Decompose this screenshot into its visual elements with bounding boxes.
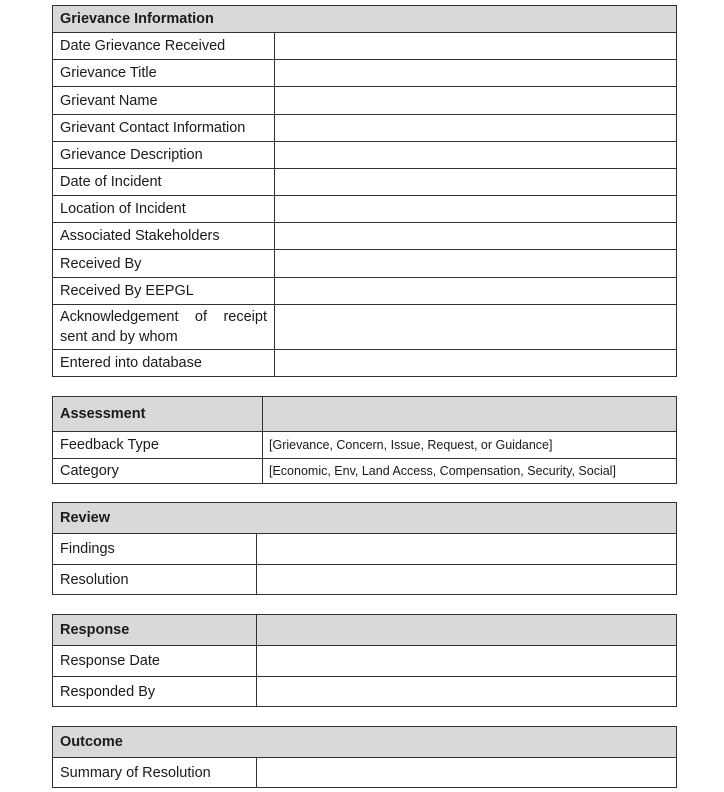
outcome-header-row bbox=[53, 727, 677, 758]
table-row bbox=[53, 350, 677, 377]
assessment-header-blank bbox=[263, 397, 677, 432]
row-label: Responded By bbox=[53, 677, 257, 707]
table-row bbox=[53, 33, 677, 60]
grievant-name-field[interactable] bbox=[275, 87, 677, 115]
grievant-contact-field[interactable] bbox=[275, 115, 677, 142]
grievance-information-header: Grievance Information bbox=[53, 6, 677, 33]
category-field[interactable]: [Economic, Env, Land Access, Compensation, Security, Social] bbox=[263, 459, 677, 484]
table-row bbox=[53, 305, 677, 350]
entered-into-database-field[interactable] bbox=[275, 350, 677, 377]
row-label: Acknowledgement of receipt sent and by whom bbox=[53, 305, 275, 350]
row-label: Date of Incident bbox=[53, 169, 275, 196]
table-row bbox=[53, 250, 677, 278]
table-row bbox=[53, 459, 677, 484]
date-grievance-received-field[interactable] bbox=[275, 33, 677, 60]
response-table bbox=[52, 614, 677, 707]
row-label: Resolution bbox=[53, 565, 257, 595]
associated-stakeholders-field[interactable] bbox=[275, 223, 677, 250]
row-label: Grievance Description bbox=[53, 142, 275, 169]
table-row bbox=[53, 169, 677, 196]
table-row bbox=[53, 677, 677, 707]
response-header-row bbox=[53, 615, 677, 646]
grievance-title-field[interactable] bbox=[275, 60, 677, 87]
table-row bbox=[53, 115, 677, 142]
outcome-header: Outcome bbox=[53, 727, 677, 758]
row-label: Grievance Title bbox=[53, 60, 275, 87]
grievance-information-header-row bbox=[53, 6, 677, 33]
row-label: Grievant Name bbox=[53, 87, 275, 115]
location-of-incident-field[interactable] bbox=[275, 196, 677, 223]
table-row bbox=[53, 758, 677, 788]
assessment-header-row bbox=[53, 397, 677, 432]
row-label: Associated Stakeholders bbox=[53, 223, 275, 250]
row-label: Category bbox=[53, 459, 263, 484]
assessment-table bbox=[52, 396, 677, 484]
assessment-header: Assessment bbox=[53, 397, 263, 432]
outcome-table bbox=[52, 726, 677, 788]
summary-of-resolution-field[interactable] bbox=[257, 758, 677, 788]
grievance-description-field[interactable] bbox=[275, 142, 677, 169]
row-label: Findings bbox=[53, 534, 257, 565]
table-row bbox=[53, 223, 677, 250]
row-label: Summary of Resolution bbox=[53, 758, 257, 788]
table-row bbox=[53, 142, 677, 169]
feedback-type-field[interactable]: [Grievance, Concern, Issue, Request, or Guidance] bbox=[263, 432, 677, 459]
findings-field[interactable] bbox=[257, 534, 677, 565]
table-row bbox=[53, 278, 677, 305]
table-row bbox=[53, 432, 677, 459]
response-header-blank bbox=[257, 615, 677, 646]
table-row bbox=[53, 534, 677, 565]
response-date-field[interactable] bbox=[257, 646, 677, 677]
review-header: Review bbox=[53, 503, 677, 534]
row-label: Received By EEPGL bbox=[53, 278, 275, 305]
table-row bbox=[53, 87, 677, 115]
review-header-row bbox=[53, 503, 677, 534]
row-label: Response Date bbox=[53, 646, 257, 677]
received-by-eepgl-field[interactable] bbox=[275, 278, 677, 305]
response-header: Response bbox=[53, 615, 257, 646]
date-of-incident-field[interactable] bbox=[275, 169, 677, 196]
table-row bbox=[53, 196, 677, 223]
row-label: Received By bbox=[53, 250, 275, 278]
review-table bbox=[52, 502, 677, 595]
table-row bbox=[53, 60, 677, 87]
acknowledgement-field[interactable] bbox=[275, 305, 677, 350]
table-row bbox=[53, 565, 677, 595]
table-row bbox=[53, 646, 677, 677]
row-label: Entered into database bbox=[53, 350, 275, 377]
resolution-field[interactable] bbox=[257, 565, 677, 595]
row-label: Date Grievance Received bbox=[53, 33, 275, 60]
row-label: Grievant Contact Information bbox=[53, 115, 275, 142]
received-by-field[interactable] bbox=[275, 250, 677, 278]
row-label: Location of Incident bbox=[53, 196, 275, 223]
row-label: Feedback Type bbox=[53, 432, 263, 459]
responded-by-field[interactable] bbox=[257, 677, 677, 707]
grievance-information-table bbox=[52, 5, 677, 377]
